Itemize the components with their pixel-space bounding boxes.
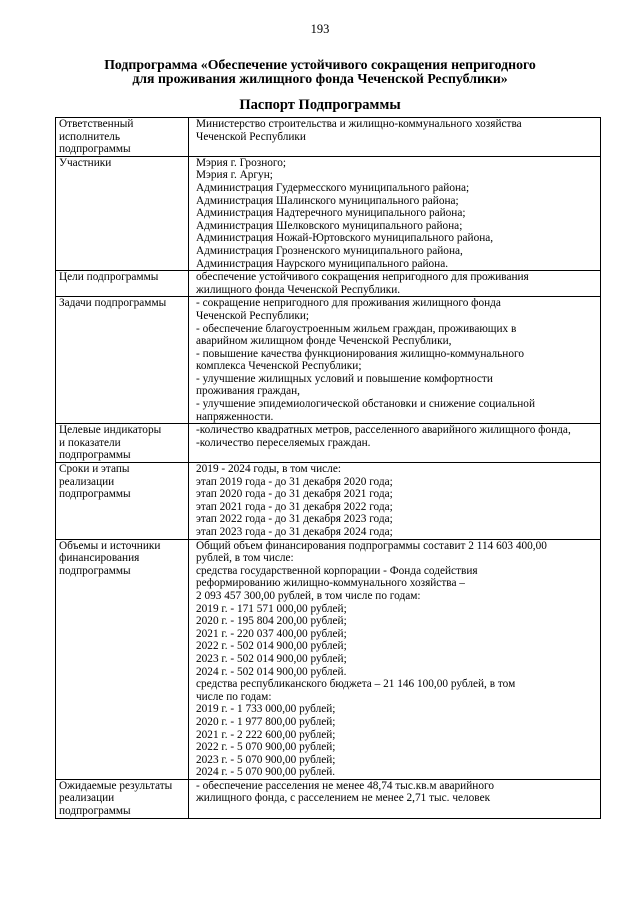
subprogram-title (40, 58, 600, 86)
row-label-line: реализации (59, 792, 115, 805)
row-value-line: Администрация Ножай-Юртовского муниципального района, (196, 232, 494, 245)
row-value-line: - обеспечение расселения не менее 48,74 тыс.кв.м аварийного (196, 779, 494, 792)
row-value-line: 2 093 457 300,00 рублей, в том числе по годам: (196, 589, 421, 602)
row-value-line: Администрация Шалинского муниципального района; (196, 194, 459, 207)
row-label-line: Целевые индикаторы (59, 424, 162, 437)
row-value-line: - улучшение жилищных условий и повышение комфортности (196, 372, 493, 385)
row-value-line: 2021 г. - 220 037 400,00 рублей; (196, 627, 347, 640)
row-label-line: подпрограммы (59, 564, 131, 577)
row-label-line: Участники (59, 156, 112, 169)
row-label-cell (56, 156, 189, 270)
row-label-line: Ожидаемые результаты (59, 779, 173, 792)
row-label-line: подпрограммы (59, 805, 131, 818)
row-value-line: этап 2022 года - до 31 декабря 2023 года; (196, 513, 393, 526)
row-label-line: Объемы и источники (59, 539, 161, 552)
row-value-line: Чеченской Республики; (196, 309, 310, 322)
title-line: Подпрограмма «Обеспечение устойчивого сокращения непригодного (104, 57, 536, 72)
row-value-line: Администрация Грозненского муниципального района, (196, 244, 463, 257)
row-label-line: и показатели (59, 436, 121, 449)
row-value-line: -количество квадратных метров, расселенного аварийного жилищного фонда, (196, 424, 571, 437)
row-value-line: Чеченской Республики (196, 130, 306, 143)
row-value-line: -количество переселяемых граждан. (196, 436, 371, 449)
row-value-line: Мэрия г. Грозного; (196, 156, 287, 169)
row-value-line: 2022 г. - 502 014 900,00 рублей; (196, 640, 347, 653)
row-value-line: этап 2019 года - до 31 декабря 2020 года; (196, 475, 393, 488)
passport-table-body (56, 118, 601, 819)
row-value-line: средства государственной корпорации - Фонда содействия (196, 564, 478, 577)
row-value-line: - обеспечение благоустроенным жильем граждан, проживающих в (196, 322, 517, 335)
row-value-line: аварийном жилищном фонде Чеченской Республики, (196, 335, 452, 348)
row-label-line: Цели подпрограммы (59, 271, 159, 284)
passport-row (56, 271, 601, 297)
row-value-line: проживания граждан, (196, 385, 300, 398)
title-line: для проживания жилищного фонда Чеченской Республики» (132, 71, 508, 86)
row-value-line: Администрация Наурского муниципального района. (196, 257, 449, 270)
row-value-line: числе по годам: (196, 690, 272, 703)
row-label-cell (56, 271, 189, 297)
row-value-line: - повышение качества функционирования жилищно-коммунального (196, 347, 524, 360)
row-value-line: Администрация Шелковского муниципального района; (196, 219, 463, 232)
row-label-cell (56, 297, 189, 424)
row-label-cell (56, 539, 189, 779)
row-value-line: обеспечение устойчивого сокращения непригодного для проживания (196, 271, 529, 284)
passport-row (56, 779, 601, 818)
row-value-line: этап 2020 года - до 31 декабря 2021 года; (196, 488, 393, 501)
row-value-line: 2024 г. - 5 070 900,00 рублей. (196, 766, 336, 779)
row-value-line: этап 2021 года - до 31 декабря 2022 года; (196, 500, 393, 513)
row-label-line: подпрограммы (59, 449, 131, 462)
row-value-line: 2022 г. - 5 070 900,00 рублей; (196, 741, 336, 754)
row-label-cell (56, 779, 189, 818)
row-value-line: 2023 г. - 5 070 900,00 рублей; (196, 753, 336, 766)
row-label-line: Задачи подпрограммы (59, 297, 167, 310)
row-value-line: Мэрия г. Аргун; (196, 169, 273, 182)
row-value-line: 2019 г. - 1 733 000,00 рублей; (196, 703, 336, 716)
row-label-cell (56, 424, 189, 463)
row-value-cell (189, 539, 601, 779)
row-label-cell (56, 463, 189, 540)
row-value-line: рублей, в том числе: (196, 552, 294, 565)
passport-row (56, 539, 601, 779)
row-value-cell (189, 463, 601, 540)
row-label-cell (56, 118, 189, 157)
row-value-line: комплекса Чеченской Республики; (196, 360, 362, 373)
passport-row (56, 118, 601, 157)
row-value-line: - сокращение непригодного для проживания жилищного фонда (196, 297, 501, 310)
row-value-line: Министерство строительства и жилищно-коммунального хозяйства (196, 118, 522, 130)
row-value-line: 2023 г. - 502 014 900,00 рублей; (196, 652, 347, 665)
row-value-line: 2024 г. - 502 014 900,00 рублей. (196, 665, 347, 678)
row-value-line: 2019 - 2024 годы, в том числе: (196, 463, 341, 476)
row-value-line: средства республиканского бюджета – 21 146 100,00 рублей, в том (196, 678, 516, 691)
row-value-line: 2020 г. - 1 977 800,00 рублей; (196, 715, 336, 728)
row-label-line: исполнитель (59, 130, 121, 143)
row-value-line: жилищного фонда Чеченской Республики. (196, 283, 401, 296)
row-label-line: реализации (59, 475, 115, 488)
row-value-cell (189, 156, 601, 270)
row-value-line: Администрация Гудермесского муниципального района; (196, 181, 470, 194)
row-label-line: подпрограммы (59, 143, 131, 156)
row-value-line: жилищного фонда, с расселением не менее 2,71 тыс. человек (196, 792, 491, 805)
row-value-cell (189, 424, 601, 463)
row-value-line: 2019 г. - 171 571 000,00 рублей; (196, 602, 347, 615)
passport-heading: Паспорт Подпрограммы (239, 97, 401, 113)
row-value-cell (189, 118, 601, 157)
passport-row (56, 156, 601, 270)
row-value-cell (189, 271, 601, 297)
row-value-line: реформированию жилищно-коммунального хозяйства – (196, 577, 465, 590)
row-value-line: Администрация Надтеречного муниципального района; (196, 207, 466, 220)
page-number: 193 (310, 22, 330, 36)
row-label-line: подпрограммы (59, 488, 131, 501)
row-label-line: финансирования (59, 552, 140, 565)
passport-row (56, 424, 601, 463)
passport-row (56, 297, 601, 424)
row-value-line: - улучшение эпидемиологической обстановки и снижение социальной (196, 398, 535, 411)
row-value-cell (189, 297, 601, 424)
row-label-line: Ответственный (59, 118, 134, 130)
row-value-line: 2021 г. - 2 222 600,00 рублей; (196, 728, 336, 741)
passport-table (55, 117, 601, 819)
row-value-line: Общий объем финансирования подпрограммы составит 2 114 603 400,00 (196, 539, 547, 552)
passport-row (56, 463, 601, 540)
row-label-line: Сроки и этапы (59, 463, 130, 476)
row-value-line: 2020 г. - 195 804 200,00 рублей; (196, 615, 347, 628)
row-value-cell (189, 779, 601, 818)
row-value-line: этап 2023 года - до 31 декабря 2024 года; (196, 526, 393, 538)
row-value-line: напряженности. (196, 410, 274, 423)
